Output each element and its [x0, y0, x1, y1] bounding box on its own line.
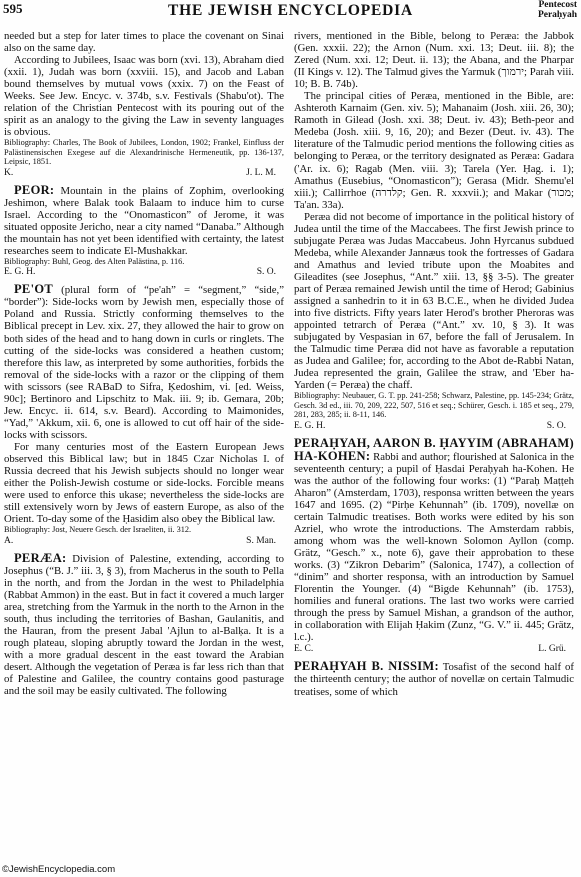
signature-author: J. L. M.: [246, 167, 276, 178]
signature-author: L. Grü.: [538, 644, 566, 655]
article-perahyah-aaron-body: Rabbi and author; flourished at Salonica in the seventeenth century; a pupil of Ḥasdai Peraḥyah ha-Kohen. He was the author of the following four works: (1) “Paraḥ Maṭṭeh Aharon” (Amsterdam, 1703), responsa written between the years 1647 and 1695. (2) “Pirḥe Kehunnah” (ib. 1709), novellæ on certain Talmudic treatises. Both works were edited by his son Azriel, who wrote the introductions. The Amsterdam rabbis, among whom was the well-known Solomon Ayllon (comp. Grätz, “Gesch.” x., note 6), gave their approbation to these works. (3) “Zikron Debarim” (Salonica, 1747), a collection of “dinim” and shorter responsa, with an introduction by Samuel Florentin the Younger. (4) “Bigde Kehunnah” (ib. 1753), homilies and funeral orations. The last two works were carried through the press by Samuel Mishan, a grandson of the author, in collaboration with Elijah Ḥakim (Zunz, “G. V.” ii. 445; Grätz, l.c.).: [294, 450, 574, 644]
signature-author: S. Man.: [246, 535, 276, 546]
signature-peot: [4, 535, 284, 547]
bibliography-peot: Bibliography: Jost, Neuere Gesch. der Israeliten, ii. 312.: [4, 525, 192, 535]
cities-paragraph: The principal cities of Peræa, mentioned in the Bible, are: Ashteroth Karnaim (Gen. xiv. 5); Mahanaim (Josh. xiii. 26, 30); Ramoth in Gilead (Josh. xxi. 38; Deut. iv. 43); Beth-peor and Medeba (Josh. xiii. 9, 16, 20); and Bezer (Deut. iv. 43). The literature of the Talmudic period mentions the following cities as belonging to Peræa, or the territory designated as Peræa: Gadara ('Ar. ix. 6); Ragab (Men. viii. 3); Tarela (Yer. Ḥag. i. 1); Amathus (Eusebius, “Onomasticon”); Gerasa (Midr. Shemu'el xiii.); Callirrhoe (קלדרה; Gen. R. xxxvii.); and Makar (מכור; Ta'an. 33a).: [294, 90, 574, 211]
signature-peor: [4, 266, 284, 278]
signature-initials: E. C.: [294, 644, 314, 655]
article-perahyah-nissim-body: Tosafist of the second half of the thirteenth century; the author of novellæ on certain Talmudic treatises, some of which: [294, 661, 574, 698]
bibliography-pentecost: Bibliography: Charles, The Book of Jubilees, London, 1902; Frankel, Einfluss der Palästinensischen Exegese auf die Alexandrinische Hermeneutik, pp. 136-137, Leipsic, 1851.: [4, 138, 284, 167]
signature-author: S. O.: [256, 267, 276, 278]
running-title: THE JEWISH ENCYCLOPEDIA: [168, 2, 413, 19]
headword-peraea: PERÆA:: [14, 550, 67, 565]
article-peot-body: (plural form of “pe'ah” = “segment,” “side,” “border”): Side-locks worn by Jewish men, especially those of Poland and Russia. Strictly conforming themselves to the Biblical precept in Lev. xix. 27, they allowed the hair to grow on both sides of the head and to hang down in curls or ringlets. The cutting of the side-locks was considered a heathen custom; therefore this law, as interpreted by some authorities, forbids the removal of the side-locks with a razor or the clipping of them with scissors (see RABaD to Sifra, Ḳedoshim, vi. [ed. Weiss, 90c]; Bertinoro and Lipschitz to Mak. iii. 9; ib. Gemara, 20b; Jew. Encyc. ii. 614, s.v. Beard). According to Maimonides, “Yad,” 'Akkum, xii. 6, one is allowed to cut off hair of the side-locks with scissors.: [4, 284, 284, 441]
headword-peor: PEOR:: [14, 182, 55, 197]
signature-initials: K.: [4, 167, 14, 178]
page-header: [0, 0, 581, 28]
continued-paragraph: needed but a step for later times to place the covenant on Sinai also on the same day.: [4, 30, 284, 55]
signature-author: S. O.: [546, 420, 566, 431]
headword-peot: PE'OT: [14, 282, 54, 297]
signature-initials: E. G. H.: [4, 267, 36, 278]
bibliography-peor: Bibliography: Buhl, Geog. des Alten Palästina, p. 116.: [4, 256, 185, 266]
left-column: [4, 30, 284, 697]
article-perahyah-aaron: [294, 437, 574, 644]
article-peraea-body: Division of Palestine, extending, according to Josephus (“B. J.” iii. 3, § 3), from Macherus in the south to Pella in the north, and from the Jordan in the west to Philadelphia (Rabbat Ammon) in the east. But in fact it covered a much larger area, stretching from the Yarmuk in the north to the Arnon in the south, thus including the territories of Bashan, Gaulanitis, and the Hauran, from the present Jabal 'Ajlun to al-Balḳa. It is a rough plateau, sloping abruptly toward the Jordan in the west, with a more gradual descent in the east toward the Arabian desert. Although the vegetation of Peræa is far less rich than that of Palestine and Galilee, the country contains good pasturage and the soil may be easily cultivated. The following: [4, 552, 284, 698]
copyright-watermark: ©JewishEncyclopedia.com: [2, 864, 116, 875]
article-peraea: [4, 552, 284, 698]
catchword-first: Pentecost: [538, 0, 577, 10]
jubilees-paragraph: According to Jubilees, Isaac was born (xvi. 13), Abraham died (xxii. 1), Judah was born (xxviii. 15), and Jacob and Laban bound themselves by mutual vows (xxix. 7) on the Feast of Weeks. See Jew. Encyc. v. 374b, s.v. Festivals (Shabu'ot). The relation of the Christian Pentecost with its pouring out of the spirit as an analogy to the giving the Law in seventy languages is obvious.: [4, 54, 284, 139]
catchwords: [538, 0, 577, 20]
signature-initials: E. G. H.: [294, 420, 326, 431]
bibliography-peraea: Bibliography: Neubauer, G. T. pp. 241-258; Schwarz, Palestine, pp. 145-234; Grätz, Gesch. 3d ed., iii. 70, 209, 222, 507, 516 et seq.; Schürer, Gesch. i. 185 et seq., 279, 281, 283, 285; ii. 8-11, 146.: [294, 391, 574, 420]
article-peor: [4, 184, 284, 257]
headword-perahyah-nissim: PERAḤYAH B. NISSIM:: [294, 659, 439, 674]
importance-paragraph: Peræa did not become of importance in the political history of Judea until the time of the Maccabees. The first Jewish prince to subjugate Peræa was Judas Maccabeus. John Hyrcanus subdued Medeba, while Alexander Jannæus took the fortresses of Gadara and Amathus and levied tribute upon the Moabites and Gileadites (see Josephus, “Ant.” xiii. 13, §§ 3-5). The greater part of Peræa remained Jewish until the time of Herod; Gabinius assigned a sanhedrin to it in 63 B.C.E., when he divided Judea into five districts. Fifty years later Herod's brother Pheroras was appointed tetrarch of Peræa (“Ant.” xv. 10, § 3). It was subjugated by Vespasian in 67, before the fall of Jerusalem. In the Talmudic time Peræa did not have as favorable a reputation as Judea and Galilee; for, according to the Abot de-Rabbi Natan, Judea represented the grain, Galilee the straw, and 'Eber ha-Yarden (= Peræa) the chaff.: [294, 210, 574, 392]
signature-peraea: [294, 420, 574, 432]
article-peor-body: Mountain in the plains of Zophim, overlooking Jeshimon, where Balak took Balaam to induce him to curse Israel. According to the “Onomasticon” of Jerome, it was situated opposite Jericho, near a city named “Danaba.” Although the mountain has not yet been identified with certainty, the latest researches seem to indicate El-Mushakkar.: [4, 184, 284, 257]
signature-initials: A.: [4, 535, 14, 546]
signature-perahyah-aaron: [294, 643, 574, 655]
catchword-last: Peraḥyah: [537, 10, 577, 20]
article-peot: [4, 283, 284, 441]
right-column: [294, 30, 574, 698]
page-number: 595: [3, 1, 23, 16]
signature-pentecost: [4, 167, 284, 179]
headword-perahyah-aaron: PERAḤYAH, AARON B. ḤAYYIM (ABRAHAM) HA-KOHEN:: [294, 435, 574, 463]
article-perahyah-nissim: [294, 660, 574, 697]
rivers-paragraph: rivers, mentioned in the Bible, belong to Peræa: the Jabbok (Gen. xxxii. 22); the Arnon (Num. xxi. 13; Deut. iii. 8); the Zered (Num. xxi. 12; Deut. ii. 13); the Abana, and the Pharpar (II Kings v. 12). The Talmud gives the Yarmuk (ירמוך; Parah viii. 10; B. B. 74b).: [294, 30, 574, 91]
article-peot-paragraph-2: For many centuries most of the Eastern European Jews observed this Biblical law; but in 1845 Czar Nicholas I. of Russia decreed that his Jewish subjects should no longer wear either the Polish-Jewish costume or side-locks. Forcible means were used to enforce this ukase; nevertheless the side-locks are still extensively worn by Jews of eastern Europe, as also of the Orient. To-day some of the Ḥasidim also obey the Biblical law.: [4, 440, 284, 526]
